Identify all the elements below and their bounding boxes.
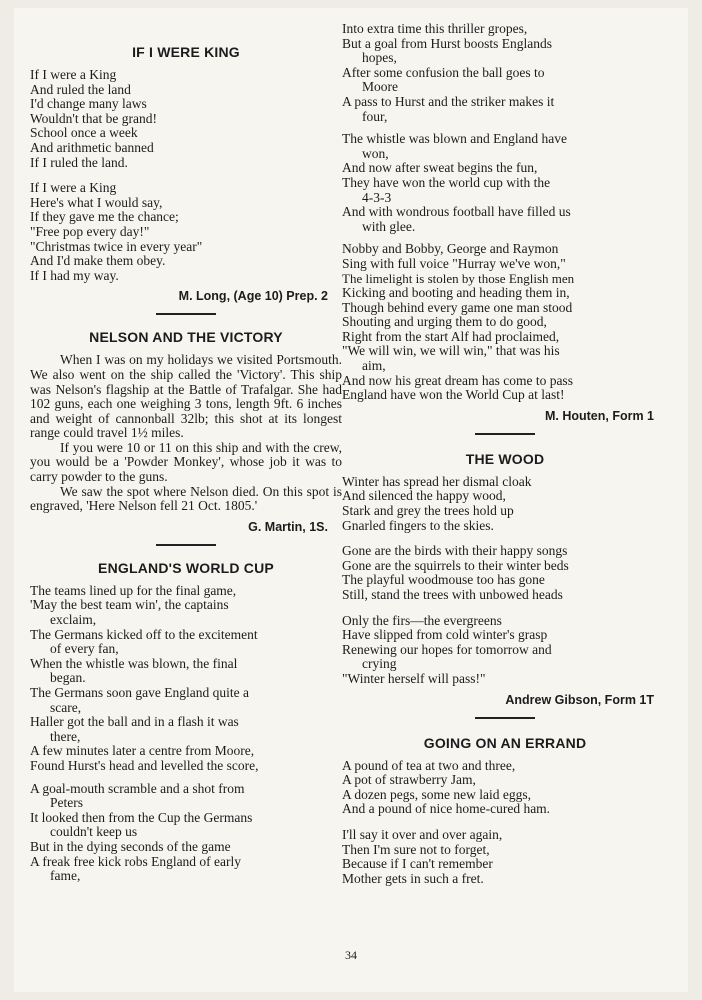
- poem-line: And arithmetic banned: [30, 139, 154, 155]
- poem-line: Haller got the ball and in a flash it was: [30, 714, 239, 730]
- poem-line: Only the firs—the evergreens: [342, 612, 502, 628]
- poem-line: Then I'm sure not to forget,: [342, 841, 490, 857]
- poem-line: Kicking and booting and heading them in,: [342, 285, 570, 301]
- poem-line: The Germans soon gave England quite a: [30, 685, 249, 700]
- poem-line: The Germans kicked off to the excitement: [30, 626, 258, 642]
- poem-line: Winter has spread her dismal cloak: [342, 473, 532, 489]
- nelson-article: [30, 353, 342, 514]
- poem-line: Into extra time this thriller gropes,: [342, 21, 528, 36]
- poem-line: After some confusion the ball goes to: [342, 64, 545, 80]
- poem-line: Shouting and urging them to do good,: [342, 314, 547, 330]
- poem-line: A goal-mouth scramble and a shot from: [30, 780, 245, 796]
- poem-line: "We will win, we will win," that was his: [342, 343, 560, 359]
- poem-line: Right from the start Alf had proclaimed,: [342, 328, 560, 344]
- poem-line: The teams lined up for the final game,: [30, 582, 237, 598]
- poem-line: 'May the best team win', the captains: [30, 597, 229, 613]
- poem-line: The playful woodmouse too has gone: [342, 572, 545, 588]
- errand-stanza-1: [342, 759, 668, 817]
- poem-line: began.: [50, 670, 86, 686]
- poem-line: A pass to Hurst and the striker makes it: [342, 93, 555, 109]
- poem-line: If I were a King: [30, 67, 117, 82]
- poem-line: couldn't keep us: [50, 824, 138, 840]
- poem-line: I'd change many laws: [30, 96, 147, 112]
- poem-line: A dozen pegs, some new laid eggs,: [342, 786, 531, 802]
- author-king: M. Long, (Age 10) Prep. 2: [178, 289, 328, 304]
- poem-line: But a goal from Hurst boosts Englands: [342, 35, 552, 51]
- wood-stanza-2: [342, 544, 668, 602]
- world-cup-lines-right: [342, 22, 668, 403]
- poem-line: But in the dying seconds of the game: [30, 838, 231, 854]
- poem-line: Found Hurst's head and levelled the score,: [30, 757, 259, 773]
- nelson-paragraph-3: We saw the spot where Nelson died. On this spot is engraved, 'Here Nelson fell 21 Oct. 1805.': [30, 483, 342, 514]
- wood-stanza-3: [342, 614, 668, 687]
- author-the-wood: Andrew Gibson, Form 1T: [505, 692, 654, 707]
- poem-line: And now after sweat begins the fun,: [342, 160, 538, 176]
- poem-line: Peters: [50, 795, 83, 811]
- wood-stanza-1: [342, 475, 668, 533]
- poem-line: Gone are the squirrels to their winter beds: [342, 557, 569, 573]
- poem-line: I'll say it over and over again,: [342, 826, 503, 842]
- poem-line: And a pound of nice home-cured ham.: [342, 801, 551, 817]
- poem-line: And ruled the land: [30, 81, 131, 97]
- errand-stanza-2: [342, 828, 668, 886]
- poem-line: Though behind every game one man stood: [342, 299, 573, 315]
- poem-line: The whistle was blown and England have: [342, 131, 567, 147]
- poem-line: If I ruled the land.: [30, 154, 128, 170]
- king-stanza-1: [30, 68, 342, 170]
- magazine-page: [14, 8, 688, 992]
- poem-line: Renewing our hopes for tomorrow and: [342, 641, 552, 657]
- poem-line: Gnarled fingers to the skies.: [342, 517, 494, 533]
- author-world-cup: M. Houten, Form 1: [544, 408, 654, 423]
- poem-line: of every fan,: [50, 641, 119, 657]
- poem-line: Because if I can't remember: [342, 856, 493, 872]
- poem-line: fame,: [50, 868, 81, 884]
- poem-line: If I were a King: [30, 180, 117, 196]
- left-column: [30, 8, 342, 884]
- poem-line: crying: [362, 656, 397, 672]
- poem-line: The limelight is stolen by those English men: [342, 270, 575, 286]
- poem-line: Still, stand the trees with unbowed heads: [342, 587, 563, 602]
- divider: [475, 433, 535, 435]
- poem-title-the-wood: THE WOOD: [465, 450, 545, 467]
- poem-line: And with wondrous football have filled us: [342, 204, 571, 220]
- poem-line: Nobby and Bobby, George and Raymon: [342, 241, 559, 257]
- poem-line: "Free pop every day!": [30, 223, 150, 239]
- poem-line: When the whistle was blown, the final: [30, 655, 238, 671]
- poem-line: If I had my way.: [30, 267, 119, 283]
- poem-line: And I'd make them obey.: [30, 253, 166, 269]
- poem-line: scare,: [50, 699, 82, 715]
- poem-line: there,: [50, 728, 81, 744]
- poem-line: A pound of tea at two and three,: [342, 757, 516, 773]
- poem-line: A few minutes later a centre from Moore,: [30, 743, 255, 759]
- poem-line: And now his great dream has come to pass: [342, 372, 573, 388]
- poem-line: A pot of strawberry Jam,: [342, 772, 476, 788]
- poem-line: Mother gets in such a fret.: [342, 870, 484, 886]
- right-column: [342, 8, 668, 897]
- article-title-nelson: NELSON AND THE VICTORY: [89, 329, 283, 346]
- poem-line: Gone are the birds with their happy songs: [342, 543, 568, 559]
- divider: [475, 717, 535, 719]
- nelson-paragraph-2: If you were 10 or 11 on this ship and with the crew, you would be a 'Powder Monkey', whose job it was to carry powder to the guns.: [30, 439, 342, 485]
- divider: [156, 313, 216, 315]
- poem-line: A freak free kick robs England of early: [30, 853, 242, 869]
- poem-line: Wouldn't that be grand!: [30, 110, 157, 126]
- poem-line: won,: [362, 145, 389, 161]
- poem-line: with glee.: [362, 218, 416, 234]
- poem-line: England have won the World Cup at last!: [342, 387, 565, 403]
- page-number: 34: [345, 948, 357, 962]
- divider: [156, 544, 216, 546]
- poem-line: They have won the world cup with the: [342, 174, 551, 190]
- poem-line: Moore: [362, 79, 398, 95]
- world-cup-lines-left: [30, 584, 342, 884]
- poem-line: School once a week: [30, 125, 138, 141]
- poem-line: It looked then from the Cup the Germans: [30, 809, 253, 825]
- poem-line: And silenced the happy wood,: [342, 488, 506, 504]
- poem-line: "Christmas twice in every year": [30, 238, 203, 254]
- poem-line: Sing with full voice "Hurray we've won,": [342, 255, 566, 271]
- poem-line: Have slipped from cold winter's grasp: [342, 627, 548, 643]
- king-stanza-2: [30, 181, 342, 283]
- poem-title-errand: GOING ON AN ERRAND: [423, 734, 587, 751]
- poem-line: exclaim,: [50, 612, 97, 628]
- poem-line: If they gave me the chance;: [30, 209, 179, 225]
- poem-line: "Winter herself will pass!": [342, 670, 486, 686]
- poem-line: 4-3-3: [362, 189, 392, 205]
- poem-line: Here's what I would say,: [30, 194, 163, 210]
- nelson-paragraph-1: When I was on my holidays we visited Portsmouth. We also went on the ship called the 'Victory'. This ship was Nelson's flagship at the Battle of Trafalgar. She had 102 guns, each one weighing 3 tons, length 9ft. 6 inches and weight of cannonball 32lb; this shot at its longest range could travel 1½ miles.: [30, 352, 342, 441]
- poem-line: aim,: [362, 358, 386, 374]
- poem-title-world-cup: ENGLAND'S WORLD CUP: [98, 559, 274, 576]
- author-nelson: G. Martin, 1S.: [248, 519, 328, 534]
- poem-line: Stark and grey the trees hold up: [342, 503, 514, 519]
- poem-line: four,: [362, 108, 388, 124]
- poem-title-if-i-were-king: IF I WERE KING: [132, 44, 240, 60]
- poem-line: hopes,: [362, 50, 397, 66]
